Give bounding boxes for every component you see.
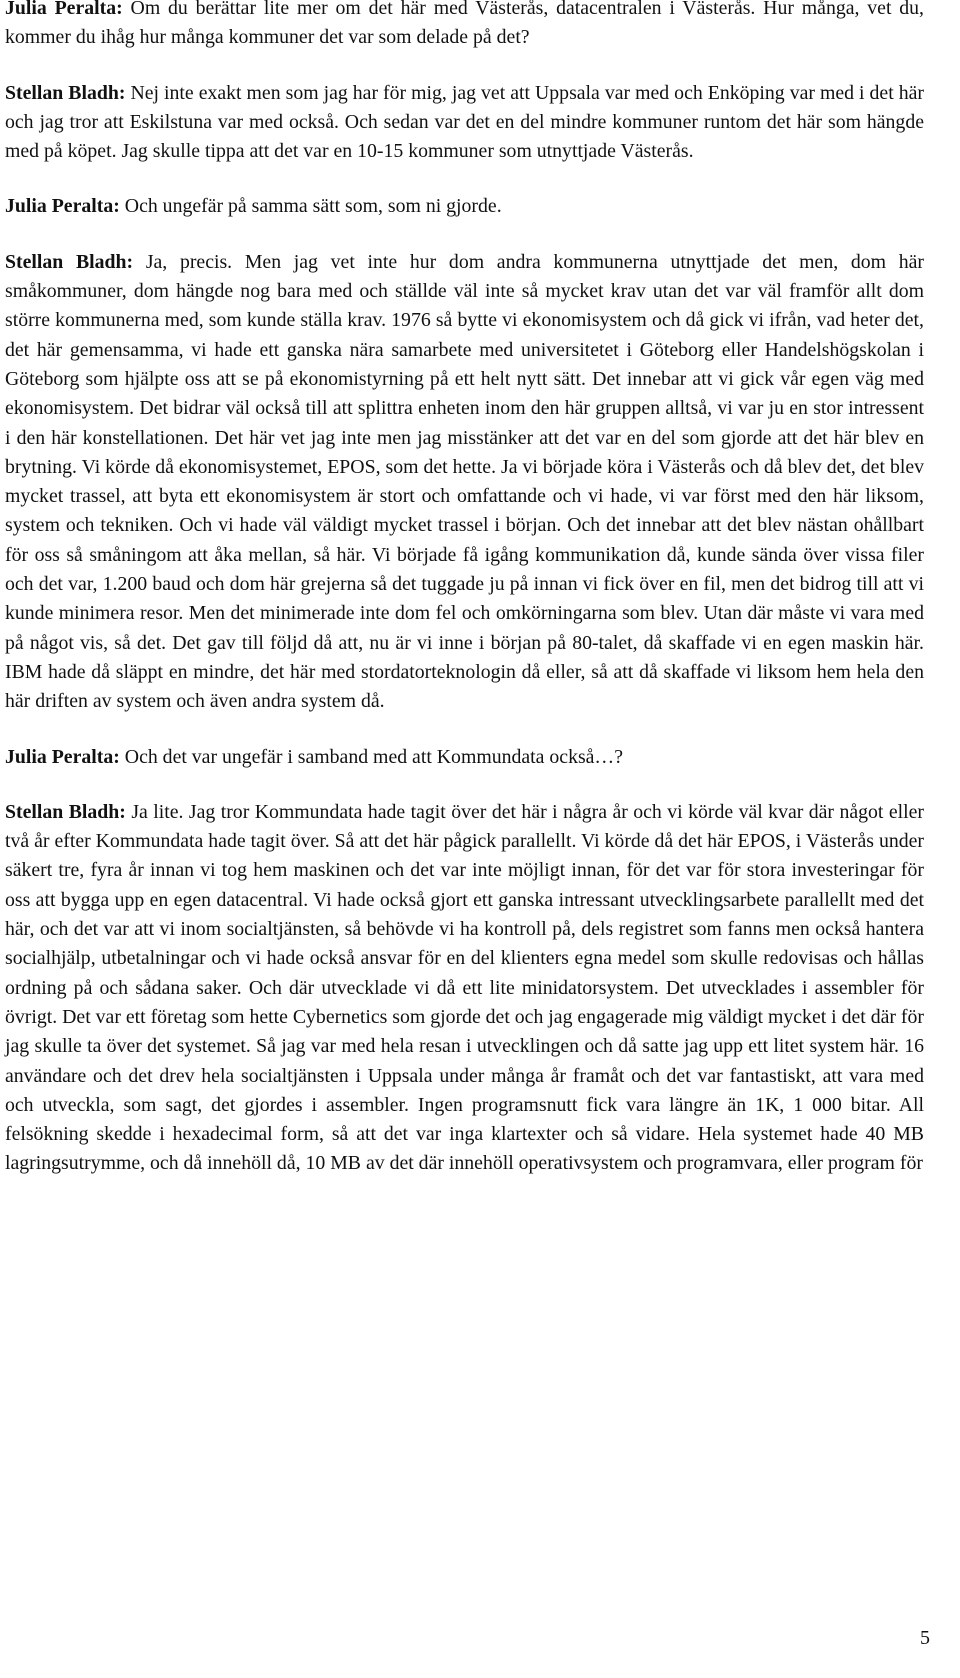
paragraph-text: Och det var ungefär i samband med att Kommundata också…? [124,745,623,768]
interview-paragraph [5,0,924,53]
speaker-name: Julia Peralta: [5,195,120,218]
paragraph-text: Ja, precis. Men jag vet inte hur dom andra kommunerna utnyttjade det men, dom här småkommuner, dom hängde nog bara med och ställde väl inte så mycket krav utan det var väl framför allt dom större kommunerna med, som kunde ställa krav. 1976 så bytte vi ekonomisystem och då gick vi ifrån, vad heter det, det här gemensamma, vi hade ett ganska nära samarbete med universitetet i Göteborg eller Handelshögskolan i Göteborg som hjälpte oss att se på ekonomistyrning på ett helt nytt sätt. Det innebar att vi gick vår egen väg med ekonomisystem. Det bidrar väl också till att splittra enheten inom den här gruppen alltså, vi var ju en stor intressent i den här konstellationen. Det här vet jag inte men jag misstänker att det var en del som gjorde att det här blev en brytning. Vi körde då ekonomisystemet, EPOS, som det hette. Ja vi började köra i Västerås och då blev det, det blev mycket trassel, att byta ett ekonomisystem är stort och omfattande och vi hade, vi var först med den här liksom, system och tekniken. Och vi hade väl väldigt mycket trassel i början. Och det innebar att det blev nästan ohållbart för oss så småningom att åka mellan, så här. Vi började få igång kommunikation då, kunde sända över vissa filer och det var, 1.200 baud och dom här grejerna så det tuggade ju på innan vi fick över en fil, men det bidrog till att vi kunde minimera resor. Men det minimerade inte dom fel och omkörningarna som blev. Utan där måste vi vara med på något vis, så det. Det gav till följd då att, nu är vi inne i början på 80-talet, då skaffade vi en egen maskin här. IBM hade då släppt en mindre, det här med stordatorteknologin då eller, så att då skaffade vi liksom hem hela den här driften av system och även andra system då. [5,250,924,713]
interview-paragraph [5,192,924,221]
speaker-name: Stellan Bladh: [5,81,126,104]
interview-paragraph [5,248,924,717]
interview-paragraph [5,79,924,167]
speaker-name: Julia Peralta: [5,745,120,768]
speaker-name: Stellan Bladh: [5,800,126,823]
paragraph-text: Om du berättar lite mer om det här med Västerås, datacentralen i Västerås. Hur många, vet du, kommer du ihåg hur många kommuner det var som delade på det? [5,0,924,49]
interview-paragraph [5,798,924,1179]
speaker-name: Julia Peralta: [5,0,123,19]
speaker-name: Stellan Bladh: [5,250,134,273]
interview-paragraph [5,743,924,772]
paragraph-text: Ja lite. Jag tror Kommundata hade tagit över det här i några år och vi körde väl kvar där något eller två år efter Kommundata hade tagit över. Så att det här pågick parallellt. Vi körde då det här EPOS, i Västerås under säkert tre, fyra år innan vi tog hem maskinen och det var inte möjligt innan, för det var för stora investeringar för oss att bygga upp en egen datacentral. Vi hade också gjort ett ganska intressant utvecklingsarbete parallellt med det här, och det var att vi inom socialtjänsten, så behövde vi ha kontroll på, dels registret som fanns men också hantera socialhjälp, utbetalningar och vi hade också ansvar för en del klienters egna medel som skulle redovisas och hållas ordning på och sådana saker. Och där utvecklade vi då ett lite minidatorsystem. Det utvecklades i assembler för övrigt. Det var ett företag som hette Cybernetics som gjorde det och jag engagerade mig väldigt mycket i det där för jag skulle ta över det systemet. Så jag var med hela resan i utvecklingen och då satte jag upp ett litet system här. 16 användare och det drev hela socialtjänsten i Uppsala under många år framåt och det var fantastiskt, att vara med och utveckla, som sagt, det gjordes i assembler. Ingen programsnutt fick vara längre än 1K, 1 000 bitar. All felsökning skedde i hexadecimal form, så att det var inga klartexter och så vidare. Hela systemet hade 40 MB lagringsutrymme, och då innehöll då, 10 MB av det där innehöll operativsystem och programvara, eller program för [5,800,924,1175]
page-number: 5 [920,1627,930,1649]
paragraph-text: Nej inte exakt men som jag har för mig, jag vet att Uppsala var med och Enköping var med i det här och jag tror att Eskilstuna var med också. Och sedan var det en del mindre kommuner runtom det här som hängde med på köpet. Jag skulle tippa att det var en 10-15 kommuner som utnyttjade Västerås. [5,81,924,163]
paragraph-text: Och ungefär på samma sätt som, som ni gjorde. [124,195,502,218]
